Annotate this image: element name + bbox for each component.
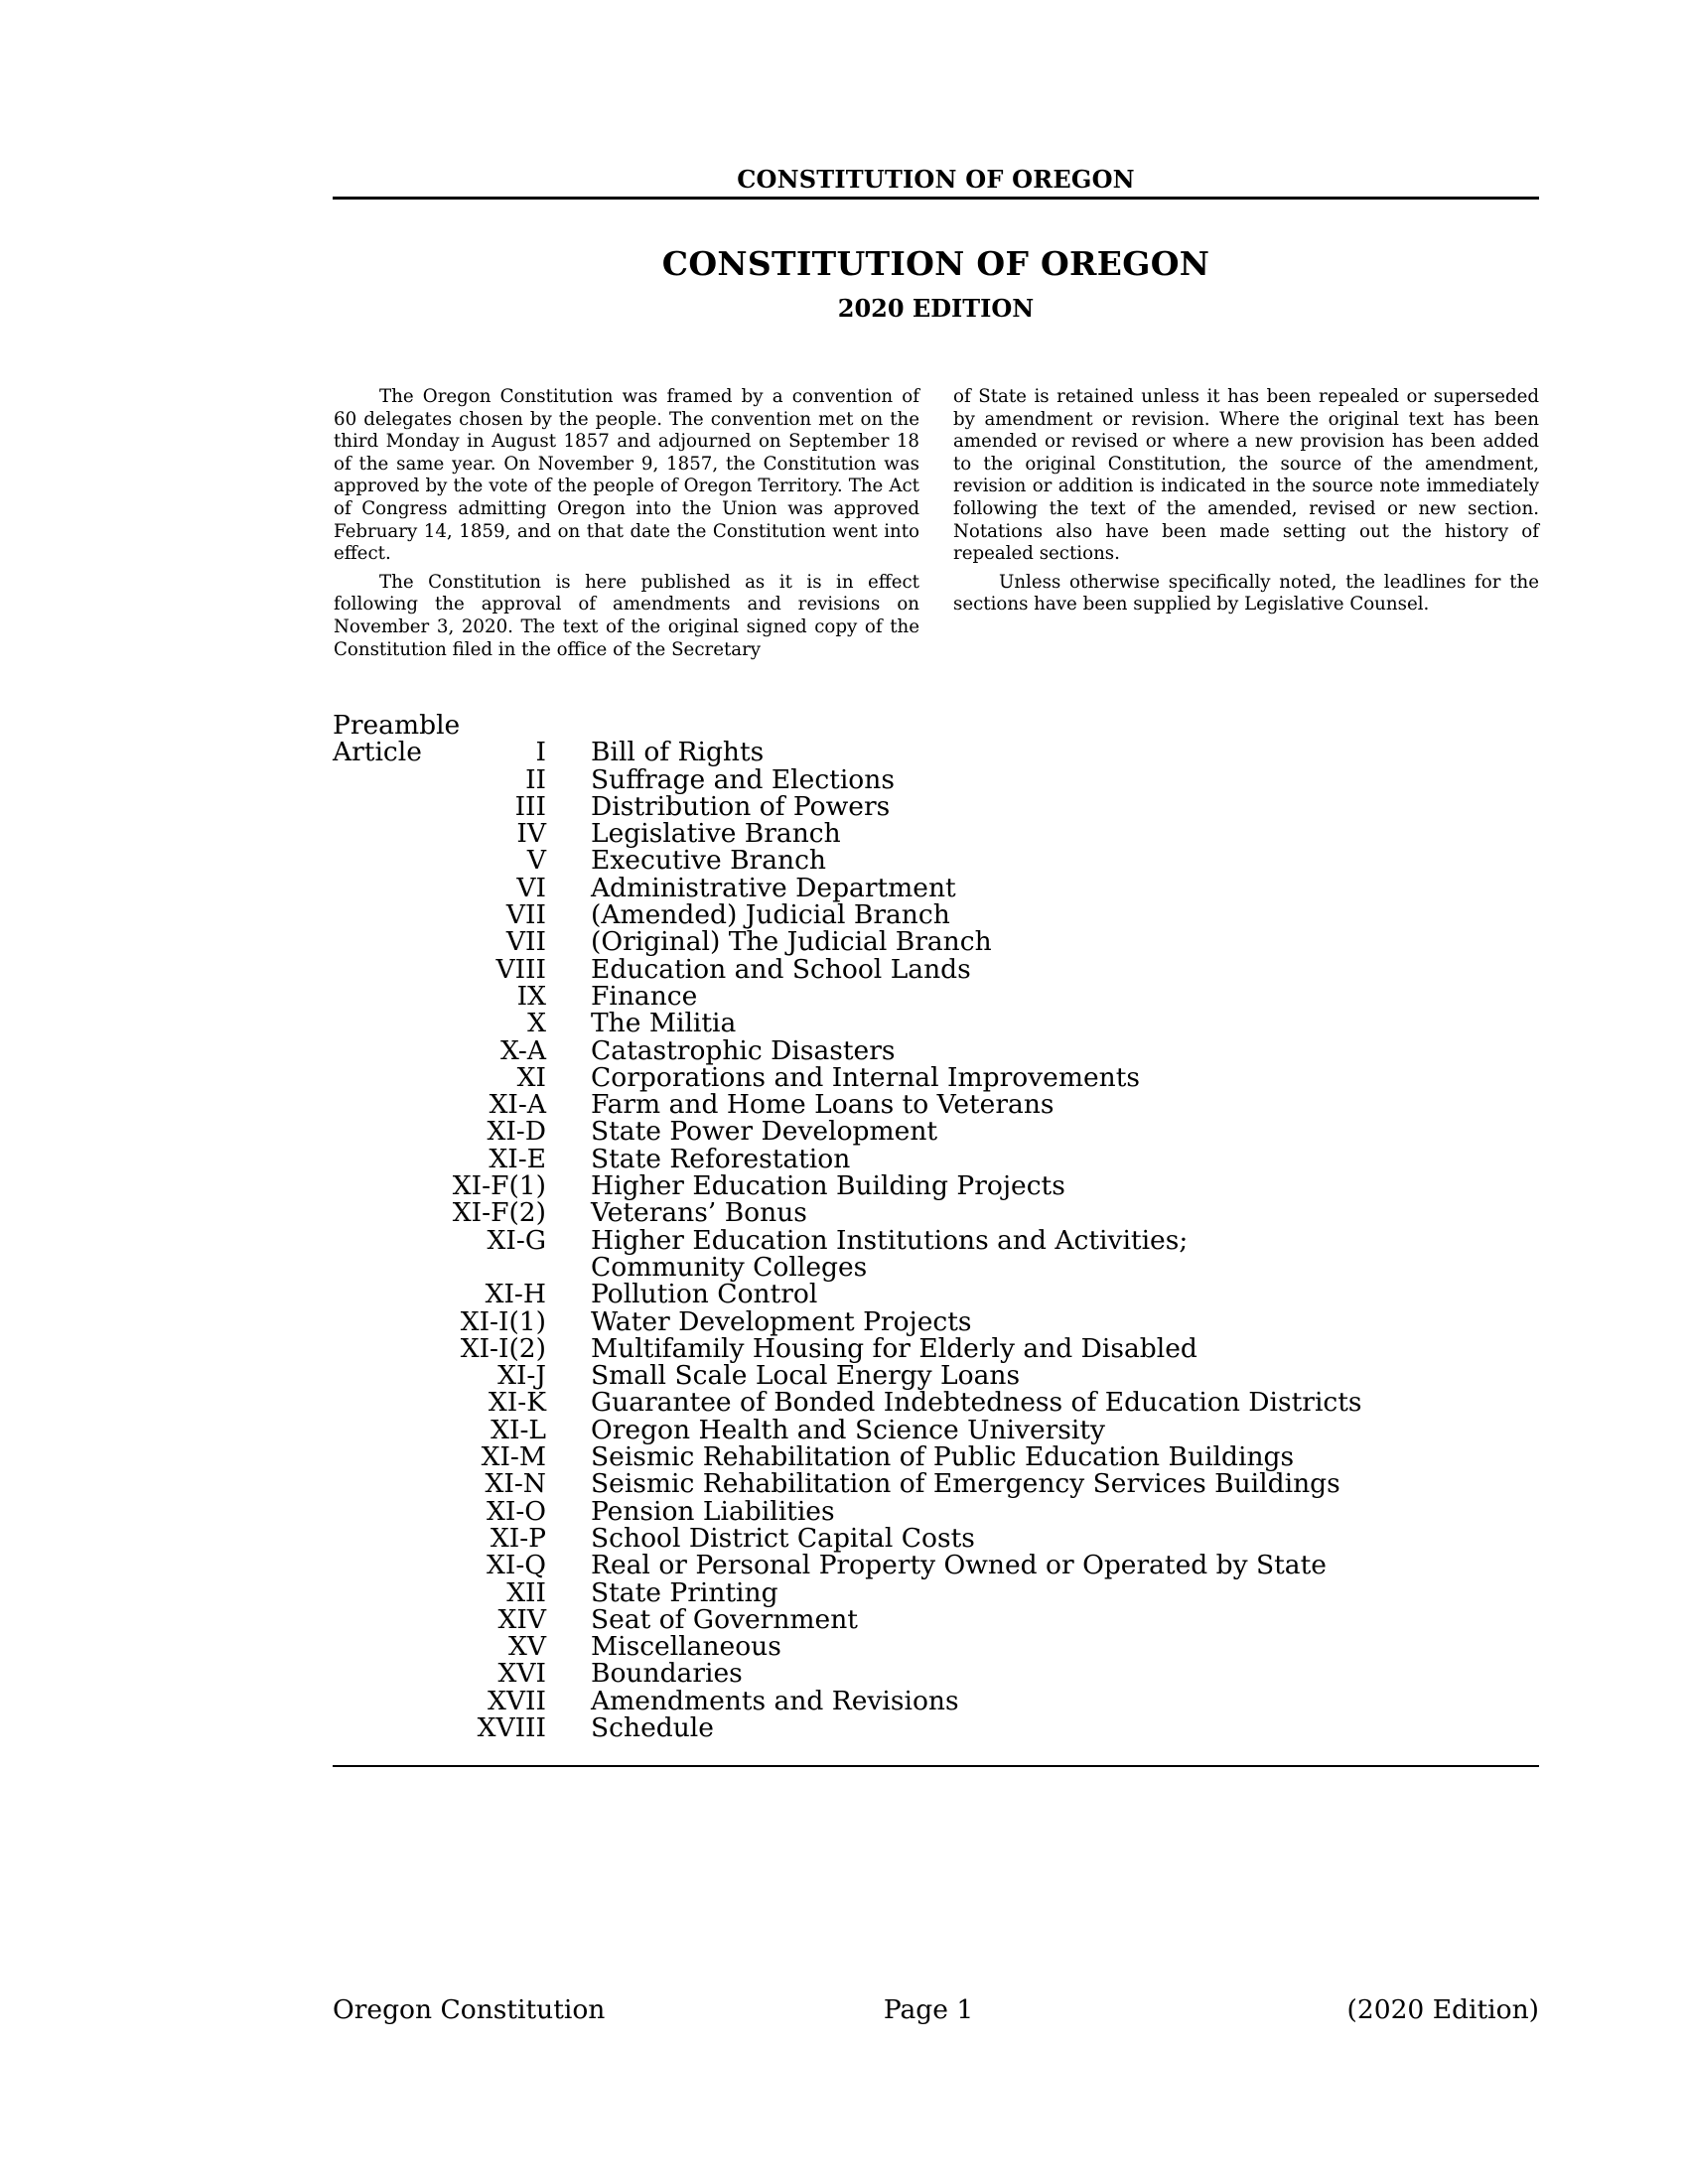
toc-article-row[interactable]	[333, 1279, 1425, 1310]
header-rule	[333, 197, 1539, 200]
toc-article-row[interactable]	[333, 980, 1425, 1012]
toc-article-row[interactable]	[333, 1305, 1425, 1337]
toc-article-row[interactable]	[333, 790, 1425, 822]
article-number: XI-D	[487, 1116, 546, 1148]
article-title: School District Capital Costs	[591, 1522, 975, 1554]
article-number: XI-I(2)	[460, 1332, 546, 1364]
article-number: XIV	[497, 1603, 546, 1635]
article-number: XI-Q	[486, 1550, 546, 1581]
toc-article-row[interactable]	[333, 1034, 1425, 1066]
article-number: XI-F(1)	[452, 1170, 546, 1202]
article-number: II	[525, 763, 546, 795]
article-number: V	[526, 845, 546, 877]
toc-article-row[interactable]	[333, 1143, 1425, 1174]
toc-article-row[interactable]	[333, 1441, 1425, 1473]
article-number: XI-A	[489, 1089, 546, 1121]
article-title: (Amended) Judicial Branch	[591, 899, 950, 931]
toc-article-row[interactable]	[333, 1468, 1425, 1500]
intro-left-column	[334, 386, 919, 667]
page-number: Page 1	[883, 1994, 974, 2025]
article-number: X	[527, 1008, 546, 1039]
article-title: Pension Liabilities	[591, 1495, 835, 1527]
article-title: Higher Education Building Projects	[591, 1170, 1065, 1202]
article-title: Amendments and Revisions	[591, 1685, 959, 1716]
article-title: Legislative Branch	[591, 818, 841, 850]
article-title: Seismic Rehabilitation of Emergency Services Buildings	[591, 1468, 1340, 1500]
preamble-label: Preamble	[333, 710, 461, 741]
toc-article-row[interactable]	[333, 1008, 1425, 1039]
article-title: Catastrophic Disasters	[591, 1034, 896, 1066]
article-number: IV	[516, 818, 546, 850]
article-title: Executive Branch	[591, 845, 826, 877]
article-title: The Militia	[591, 1008, 737, 1039]
toc-article-row[interactable]	[333, 737, 1425, 768]
article-title: Schedule	[591, 1711, 714, 1743]
article-number: I	[535, 737, 546, 768]
toc-article-row[interactable]	[333, 1550, 1425, 1581]
toc-article-row[interactable]	[333, 1414, 1425, 1445]
toc-article-row[interactable]	[333, 953, 1425, 985]
article-title: Education and School Lands	[591, 953, 971, 985]
toc-article-row[interactable]	[333, 1603, 1425, 1635]
article-title: Real or Personal Property Owned or Operated by State	[591, 1550, 1327, 1581]
toc-article-row[interactable]	[333, 1061, 1425, 1093]
toc-article-row[interactable]	[333, 1685, 1425, 1716]
article-title: Seat of Government	[591, 1603, 858, 1635]
intro-paragraph: The Oregon Constitution was framed by a convention of 60 delegates chosen by the people. The convention met on the third Monday in August 1857 and adjourned on September 18 of the same year. On November 9, 1857, the Constitution was approved by the vote of the people of Oregon Territory. The Act of Congress admitting Oregon into the Union was approved February 14, 1859, and on that date the Constitution went into effect.	[334, 386, 919, 565]
table-of-contents	[333, 712, 1425, 1741]
article-number: VI	[516, 872, 546, 903]
article-number: XI-K	[488, 1387, 546, 1419]
toc-article-row[interactable]	[333, 1576, 1425, 1608]
article-title: State Reforestation	[591, 1143, 851, 1174]
page-subtitle: 2020 EDITION	[837, 294, 1035, 323]
article-title: State Power Development	[591, 1116, 938, 1148]
article-number: XI-M	[481, 1441, 546, 1473]
article-title: Suffrage and Elections	[591, 763, 895, 795]
article-title: Corporations and Internal Improvements	[591, 1061, 1140, 1093]
article-title: Boundaries	[591, 1658, 743, 1690]
article-label: Article	[333, 737, 422, 768]
toc-article-row[interactable]	[333, 1387, 1425, 1419]
toc-article-row[interactable]	[333, 872, 1425, 903]
toc-preamble[interactable]	[333, 712, 1425, 739]
article-title: Pollution Control	[591, 1279, 818, 1310]
article-number: XI-J	[497, 1360, 546, 1392]
article-title: Small Scale Local Energy Loans	[591, 1360, 1021, 1392]
toc-article-row[interactable]	[333, 1522, 1425, 1554]
article-number: XI-F(2)	[452, 1197, 546, 1229]
article-number: XI-N	[485, 1468, 546, 1500]
toc-article-row[interactable]	[333, 1116, 1425, 1148]
toc-article-row[interactable]	[333, 1631, 1425, 1663]
article-number: XVII	[488, 1685, 546, 1716]
article-number: XII	[506, 1576, 546, 1608]
article-number: XI-G	[487, 1224, 546, 1256]
toc-article-row[interactable]	[333, 1495, 1425, 1527]
article-title: Miscellaneous	[591, 1631, 781, 1663]
toc-article-row[interactable]	[333, 1360, 1425, 1392]
article-title: Multifamily Housing for Elderly and Disabled	[591, 1332, 1197, 1364]
page-title: CONSTITUTION OF OREGON	[661, 244, 1210, 283]
toc-article-row[interactable]	[333, 1197, 1425, 1229]
article-number: XV	[507, 1631, 546, 1663]
article-title: Administrative Department	[591, 872, 956, 903]
toc-end-rule	[333, 1765, 1539, 1767]
toc-article-row[interactable]	[333, 1089, 1425, 1121]
article-title: (Original) The Judicial Branch	[591, 926, 992, 958]
toc-article-row[interactable]	[333, 763, 1425, 795]
toc-article-row[interactable]	[333, 818, 1425, 850]
article-title: Seismic Rehabilitation of Public Education Buildings	[591, 1441, 1295, 1473]
article-title: Distribution of Powers	[591, 790, 891, 822]
article-title: Higher Education Institutions and Activities; Community Colleges	[591, 1224, 1189, 1283]
article-number: XVIII	[477, 1711, 546, 1743]
toc-article-row[interactable]	[333, 1170, 1425, 1202]
article-number: VII	[505, 926, 546, 958]
intro-paragraph: Unless otherwise specifically noted, the leadlines for the sections have been supplied by Legislative Counsel.	[953, 571, 1539, 615]
toc-article-row[interactable]	[333, 1332, 1425, 1364]
article-title: Bill of Rights	[591, 737, 765, 768]
article-title: State Printing	[591, 1576, 778, 1608]
article-title: Farm and Home Loans to Veterans	[591, 1089, 1055, 1121]
toc-article-row[interactable]	[333, 926, 1425, 958]
toc-article-row[interactable]	[333, 899, 1425, 931]
article-number: XI	[516, 1061, 546, 1093]
article-number: XI-E	[489, 1143, 546, 1174]
running-head: CONSTITUTION OF OREGON	[737, 165, 1135, 194]
toc-article-row[interactable]	[333, 1224, 1425, 1283]
article-number: XI-L	[491, 1414, 546, 1445]
footer-title: Oregon Constitution	[333, 1994, 606, 2025]
intro-paragraph: The Constitution is here published as it is in effect following the approval of amendments and revisions on November 3, 2020. The text of the original signed copy of the Constitution filed in the office of the Secretary	[334, 571, 919, 660]
footer-edition: (2020 Edition)	[1346, 1994, 1539, 2025]
toc-article-row[interactable]	[333, 1711, 1425, 1743]
article-title: Finance	[591, 980, 698, 1012]
article-number: XI-H	[485, 1279, 546, 1310]
article-title: Veterans’ Bonus	[591, 1197, 807, 1229]
article-number: XI-P	[490, 1522, 546, 1554]
article-number: XI-O	[486, 1495, 546, 1527]
article-title: Guarantee of Bonded Indebtedness of Education Districts	[591, 1387, 1362, 1419]
article-number: X-A	[499, 1034, 546, 1066]
toc-article-row[interactable]	[333, 845, 1425, 877]
article-number: VIII	[495, 953, 546, 985]
intro-paragraph: of State is retained unless it has been repealed or superseded by amendment or revision. Where the original text has been amended or revised or where a new provision has been added to the original Constitution, the source of the amendment, revision or addition is indicated in the source note immediately following the text of the amended, revised or new section. Notations also have been made setting out the history of repealed sections.	[953, 386, 1539, 565]
toc-article-list	[333, 763, 1425, 1743]
article-number: XVI	[497, 1658, 546, 1690]
article-number: III	[514, 790, 546, 822]
article-number: IX	[516, 980, 546, 1012]
intro-right-column	[953, 386, 1539, 622]
article-number: VII	[505, 899, 546, 931]
article-number: XI-I(1)	[460, 1305, 546, 1337]
article-title: Water Development Projects	[591, 1305, 972, 1337]
article-title: Oregon Health and Science University	[591, 1414, 1106, 1445]
toc-article-row[interactable]	[333, 1658, 1425, 1690]
